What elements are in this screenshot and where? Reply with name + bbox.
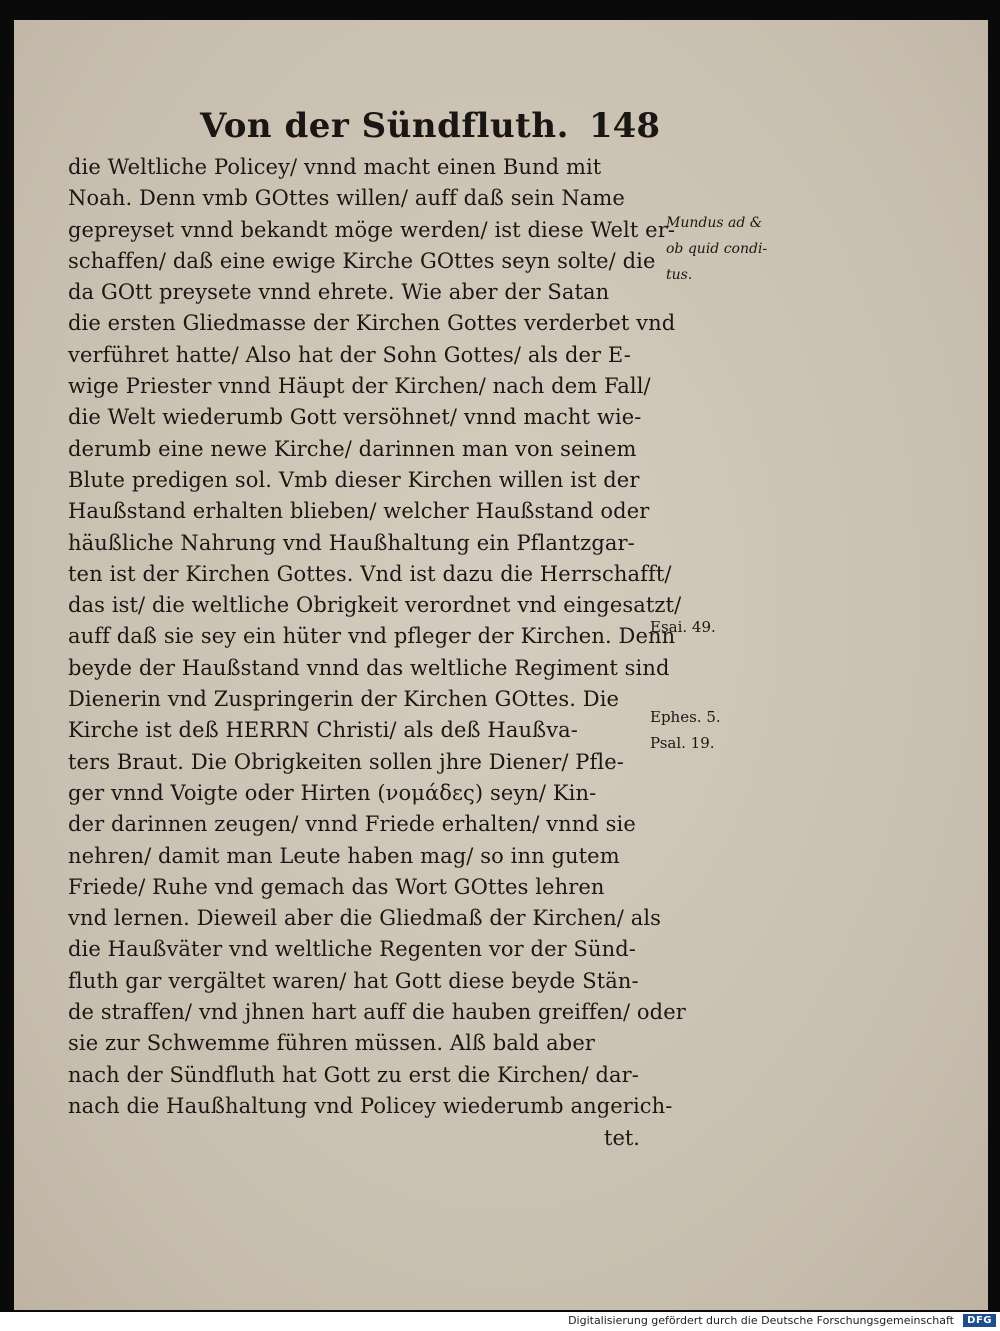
text-line: gepreyset vnnd bekandt möge werden/ ist diese Welt er-	[68, 217, 676, 242]
text-line: auff daß sie sey ein hüter vnd pfleger der Kirchen. Denn	[68, 624, 676, 649]
running-title: Von der Sündfluth.	[200, 106, 569, 146]
text-line: verführet hatte/ Also hat der Sohn Gottes/ als der E-	[68, 342, 631, 367]
text-line: nach der Sündfluth hat Gott zu erst die Kirchen/ dar-	[68, 1062, 639, 1087]
book-page	[14, 20, 988, 1310]
text-line: wige Priester vnnd Häupt der Kirchen/ nach dem Fall/	[68, 374, 651, 399]
text-line: schaffen/ daß eine ewige Kirche GOttes seyn solte/ die	[68, 248, 656, 273]
page-header	[200, 106, 660, 148]
marginal-reference-ephes: Ephes. 5.	[650, 708, 721, 726]
text-line: sie zur Schwemme führen müssen. Alß bald aber	[68, 1031, 595, 1056]
text-line: nehren/ damit man Leute haben mag/ so inn gutem	[68, 843, 620, 868]
text-line: da GOtt preysete vnnd ehrete. Wie aber der Satan	[68, 280, 610, 305]
text-line: Friede/ Ruhe vnd gemach das Wort GOttes lehren	[68, 874, 605, 899]
text-line: Haußstand erhalten blieben/ welcher Haußstand oder	[68, 499, 650, 524]
marginal-reference-psal: Psal. 19.	[650, 734, 715, 752]
text-line: Dienerin vnd Zuspringerin der Kirchen GOttes. Die	[68, 687, 620, 712]
page-number: 148	[589, 106, 660, 146]
text-line: Noah. Denn vmb GOttes willen/ auff daß sein Name	[68, 186, 625, 211]
marginal-reference-esai: Esai. 49.	[650, 618, 716, 636]
catchword: tet.	[604, 1126, 640, 1150]
text-line: Blute predigen sol. Vmb dieser Kirchen willen ist der	[68, 467, 640, 492]
text-line: die Haußväter vnd weltliche Regenten vor der Sünd-	[68, 937, 636, 962]
text-line: die Welt wiederumb Gott versöhnet/ vnnd macht wie-	[68, 405, 642, 430]
dfg-logo: DFG	[963, 1314, 996, 1327]
text-line: nach die Haußhaltung vnd Policey wiederumb angerich-	[68, 1093, 673, 1118]
text-line: ten ist der Kirchen Gottes. Vnd ist dazu die Herrschafft/	[68, 561, 672, 586]
marginal-note	[666, 210, 816, 288]
text-line: das ist/ die weltliche Obrigkeit verordnet vnd eingesatzt/	[68, 593, 682, 618]
footer-bar	[0, 1312, 1000, 1331]
text-line: ger vnnd Voigte oder Hirten (νομάδες) seyn/ Kin-	[68, 780, 597, 805]
text-line: vnd lernen. Dieweil aber die Gliedmaß der Kirchen/ als	[68, 906, 662, 931]
marginal-note-line: Mundus ad &	[666, 215, 763, 231]
marginal-note-line: ob quid condi-	[666, 241, 768, 257]
text-line: fluth gar vergältet waren/ hat Gott diese beyde Stän-	[68, 968, 639, 993]
text-line: die ersten Gliedmasse der Kirchen Gottes verderbet vnd	[68, 311, 676, 336]
text-line: häußliche Nahrung vnd Haußhaltung ein Pflantzgar-	[68, 530, 635, 555]
text-line: ters Braut. Die Obrigkeiten sollen jhre Diener/ Pfle-	[68, 749, 624, 774]
text-line: de straffen/ vnd jhnen hart auff die hauben greiffen/ oder	[68, 1000, 686, 1025]
text-line: die Weltliche Policey/ vnnd macht einen Bund mit	[68, 155, 602, 179]
text-line: beyde der Haußstand vnnd das weltliche Regiment sind	[68, 655, 670, 680]
text-line: derumb eine newe Kirche/ darinnen man von seinem	[68, 436, 637, 461]
text-line: der darinnen zeugen/ vnnd Friede erhalten/ vnnd sie	[68, 812, 636, 837]
text-line: Kirche ist deß HERRN Christi/ als deß Haußva-	[68, 718, 578, 743]
funding-notice: Digitalisierung gefördert durch die Deutsche Forschungsgemeinschaft	[568, 1314, 954, 1327]
marginal-note-line: tus.	[666, 267, 693, 283]
